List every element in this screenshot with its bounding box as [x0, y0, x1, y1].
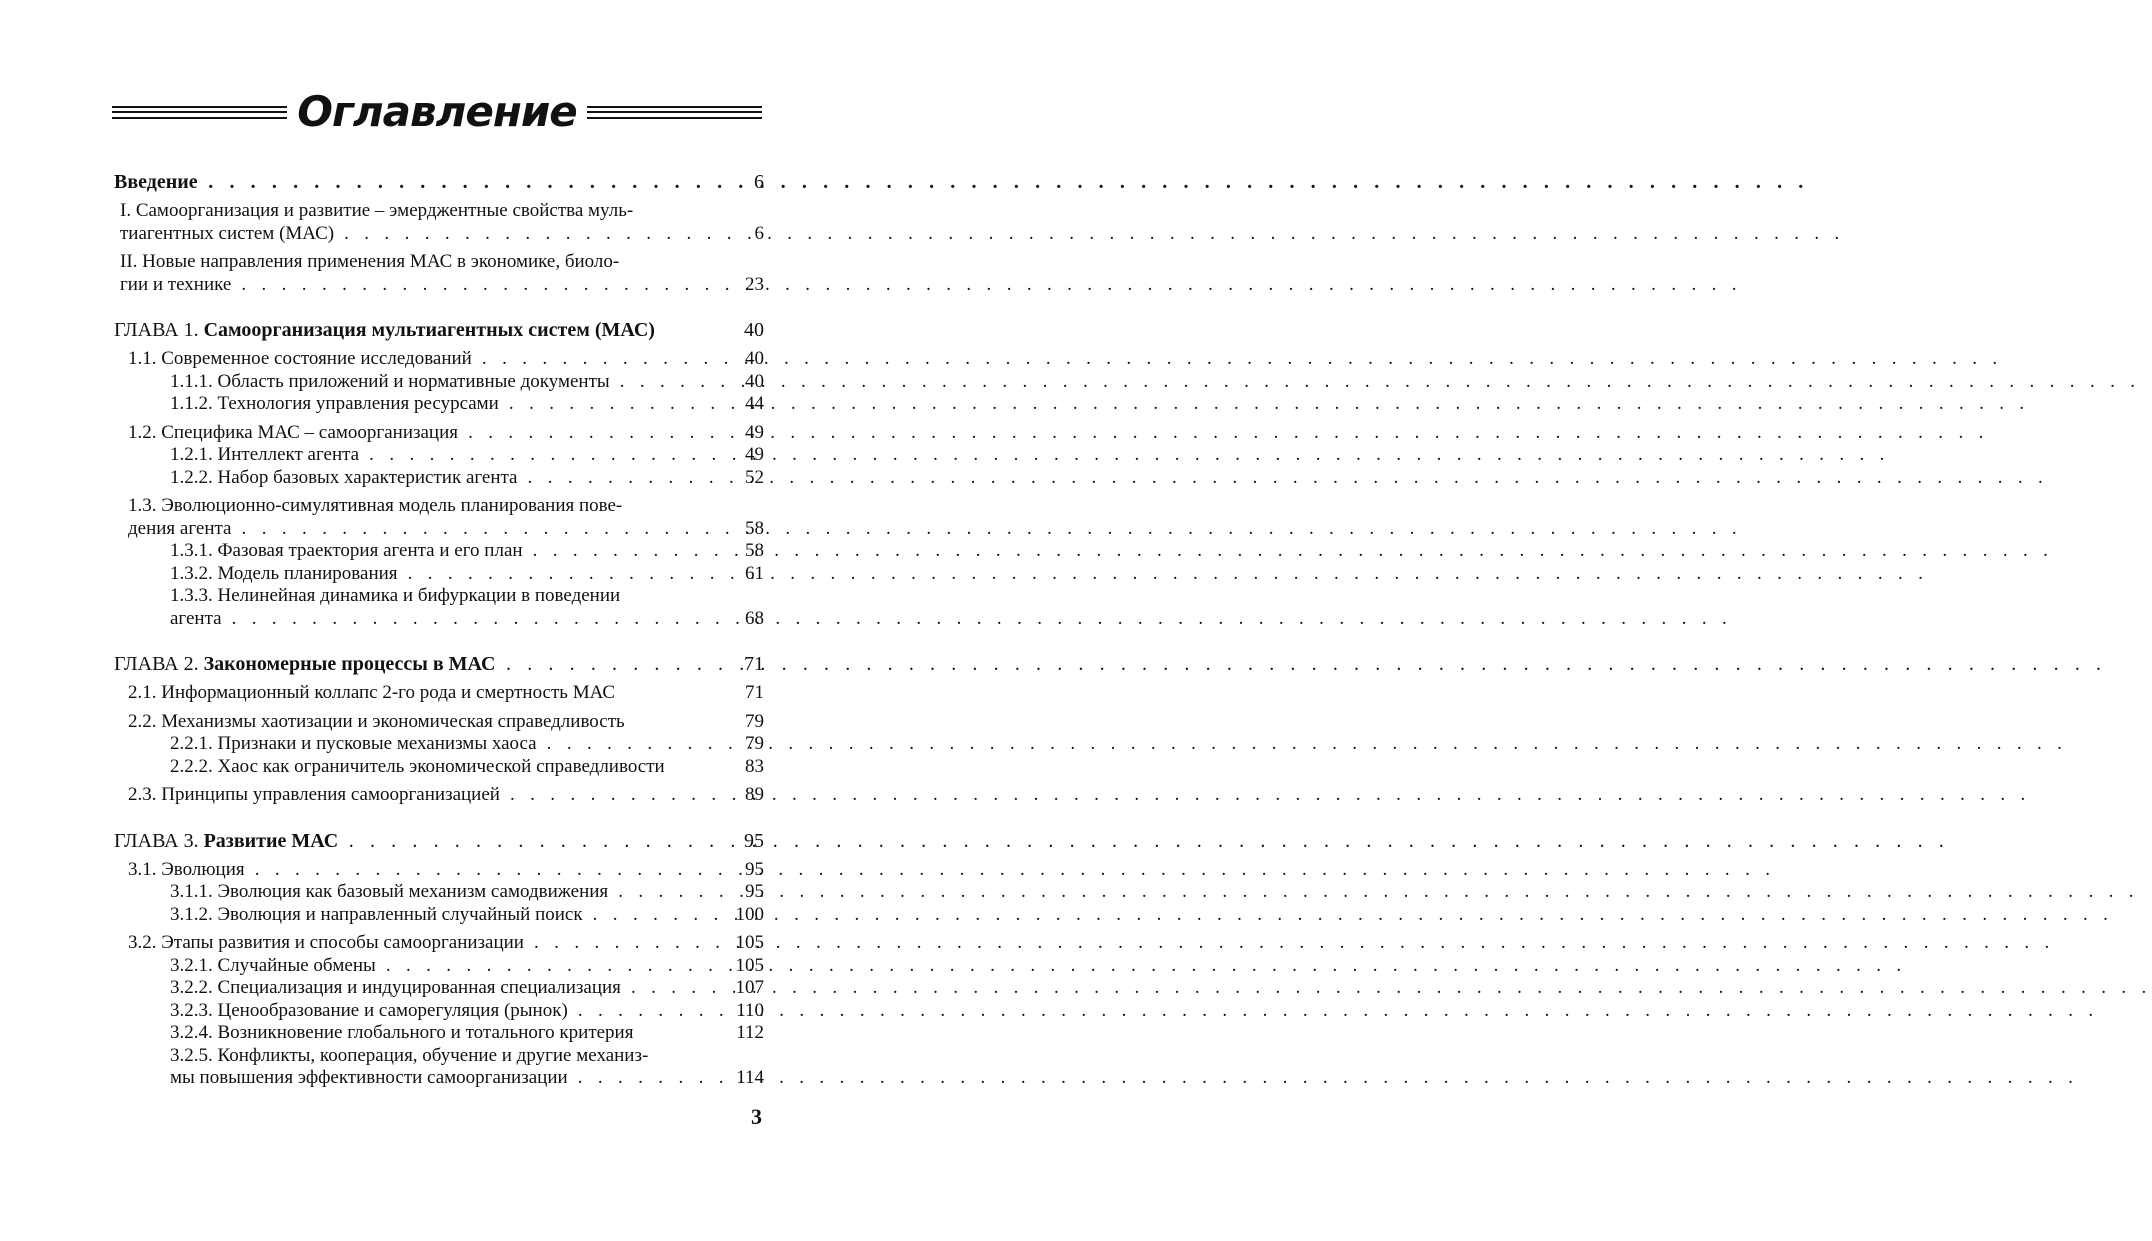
toc-page-number: 52 — [745, 466, 764, 488]
toc-page-number: 110 — [736, 999, 764, 1021]
toc-page-number: 114 — [736, 1067, 764, 1088]
toc-page-number: 71 — [744, 653, 764, 675]
toc-label: 1.1. Современное состояние исследований . . . — [128, 348, 700, 371]
chapter-title: Самоорганизация мультиагентных систем (МАС) — [203, 319, 655, 341]
table-of-contents — [114, 170, 764, 1090]
title-rule-left — [112, 106, 287, 119]
toc-label-line1: 1.3.3. Нелинейная динамика и бифуркации в поведении — [170, 585, 621, 606]
toc-label: 3.2.2. Специализация и индуцированная специализация . . . — [170, 977, 700, 1000]
toc-page-number: 107 — [735, 977, 764, 998]
toc-label: 3.2.4. Возникновение глобального и тотального критерия — [170, 1022, 634, 1043]
toc-label-line1: II. Новые направления применения МАС в экономике, биоло- — [120, 251, 620, 272]
toc-page-number: 49 — [745, 421, 764, 443]
toc-label-line1: 3.2.5. Конфликты, кооперация, обучение и другие механиз- — [170, 1044, 649, 1066]
toc-label: 3.2.1. Случайные обмены . . . — [170, 955, 700, 978]
toc-label: 3.1.2. Эволюция и направленный случайный поиск . . . — [170, 904, 700, 927]
toc-entry-subsection[interactable] — [114, 467, 764, 490]
toc-entry-subsection[interactable] — [114, 904, 764, 927]
toc-heading — [112, 82, 762, 142]
page-number: 3 — [751, 1104, 762, 1129]
toc-entry-section[interactable] — [114, 495, 764, 540]
toc-page-number: 44 — [745, 393, 764, 414]
toc-entry-subsection[interactable] — [114, 881, 764, 904]
toc-label: 3.1.1. Эволюция как базовый механизм самодвижения . . . — [170, 881, 700, 904]
toc-entry-subsection[interactable] — [114, 540, 764, 563]
toc-label: 2.1. Информационный коллапс 2-го рода и смертность МАС — [128, 682, 616, 703]
toc-entry-chapter-3[interactable] — [114, 829, 764, 853]
toc-entry-subsection[interactable] — [114, 733, 764, 756]
chapter-title: Развитие МАС — [203, 829, 339, 852]
toc-label: 3.1. Эволюция . . . — [128, 859, 700, 882]
toc-page-number: 100 — [735, 903, 764, 925]
toc-entry-section[interactable] — [114, 859, 764, 882]
toc-entry-section[interactable] — [114, 682, 764, 705]
toc-page-number: 40 — [745, 348, 764, 369]
toc-label: 2.2.2. Хаос как ограничитель экономической справедливости — [170, 755, 665, 777]
toc-label: 2.2.1. Признаки и пусковые механизмы хаоса . . . — [170, 733, 700, 756]
toc-page-number: 71 — [745, 682, 764, 703]
toc-label: 1.3.1. Фазовая траектория агента и его план . . . — [170, 540, 700, 563]
toc-entry-part-2[interactable] — [114, 251, 764, 296]
toc-label-line2: дения агента . . . — [161, 518, 700, 541]
book-page — [0, 0, 875, 1241]
title-rule-right — [587, 106, 762, 119]
toc-entry-intro[interactable] — [114, 170, 764, 194]
toc-entry-subsection[interactable] — [114, 585, 764, 630]
toc-label: 2.2. Механизмы хаотизации и экономическая справедливость — [128, 710, 625, 732]
toc-page-number: 79 — [745, 733, 764, 754]
toc-label: 3.2. Этапы развития и способы самоорганизации . . . — [128, 932, 700, 955]
toc-page-number: 89 — [745, 784, 764, 805]
toc-entry-subsection[interactable] — [114, 444, 764, 467]
toc-page-number: 58 — [745, 517, 764, 539]
toc-label-line2: гии и технике . . . — [142, 274, 700, 297]
toc-page-number: 23 — [745, 273, 764, 295]
toc-page-number: 6 — [754, 171, 764, 193]
toc-entry-subsection[interactable] — [114, 756, 764, 779]
chapter-prefix: ГЛАВА 3. — [114, 829, 199, 852]
toc-label: 1.2.1. Интеллект агента . . . — [170, 444, 700, 467]
toc-page-number: 58 — [745, 540, 764, 561]
toc-label-line2: тиагентных систем (МАС) . . . — [142, 223, 700, 246]
toc-page-number: 83 — [745, 755, 764, 777]
toc-entry-subsection[interactable] — [114, 1022, 764, 1045]
toc-page-number: 40 — [744, 319, 764, 341]
toc-label-line1: I. Самоорганизация и развитие – эмерджентные свойства муль- — [120, 200, 634, 221]
toc-page-number: 6 — [754, 222, 764, 244]
toc-label: 1.1.2. Технология управления ресурсами . . . — [170, 393, 700, 416]
toc-label-line2: агента . . . — [222, 608, 700, 631]
toc-entry-subsection[interactable] — [114, 371, 764, 394]
toc-label-line1: 1.3. Эволюционно-симулятивная модель планирования пове- — [128, 495, 623, 516]
chapter-prefix: ГЛАВА 1. — [114, 319, 199, 341]
toc-label: 1.1.1. Область приложений и нормативные документы . . . — [170, 371, 700, 394]
toc-entry-part-1[interactable] — [114, 200, 764, 245]
toc-page-number: 95 — [744, 829, 764, 852]
toc-entry-subsection[interactable] — [114, 955, 764, 978]
toc-entry-subsection[interactable] — [114, 977, 764, 1000]
toc-entry-section[interactable] — [114, 784, 764, 807]
toc-entry-subsection[interactable] — [114, 563, 764, 586]
toc-label: 1.3.2. Модель планирования . . . — [170, 563, 700, 586]
toc-entry-chapter-1[interactable] — [114, 318, 764, 342]
toc-entry-subsection[interactable] — [114, 1045, 764, 1090]
toc-page-number: 105 — [735, 932, 764, 953]
toc-page-number: 79 — [745, 710, 764, 732]
toc-entry-section[interactable] — [114, 711, 764, 734]
toc-label: Введение . . . — [114, 170, 700, 194]
toc-label: 1.2. Специфика МАС – самоорганизация . . . — [128, 422, 700, 445]
toc-label-line2: мы повышения эффективности самоорганизации . . . — [222, 1067, 700, 1090]
chapter-title: Закономерные процессы в МАС — [203, 653, 496, 675]
toc-entry-section[interactable] — [114, 932, 764, 955]
toc-page-number: 49 — [745, 444, 764, 465]
toc-page-number: 40 — [745, 370, 764, 392]
toc-page-number: 95 — [745, 881, 764, 902]
toc-page-number: 95 — [745, 858, 764, 880]
toc-entry-chapter-2[interactable] — [114, 652, 764, 676]
toc-label: 1.2.2. Набор базовых характеристик агента . . . — [170, 467, 700, 490]
toc-page-number: 68 — [745, 607, 764, 629]
toc-entry-subsection[interactable] — [114, 1000, 764, 1023]
toc-page-number: 112 — [736, 1022, 764, 1043]
toc-label: 3.2.3. Ценообразование и саморегуляция (рынок) . . . — [170, 1000, 700, 1023]
page-title: Оглавление — [297, 87, 577, 136]
chapter-prefix: ГЛАВА 2. — [114, 653, 199, 675]
toc-page-number: 61 — [745, 562, 764, 584]
toc-page-number: 105 — [735, 954, 764, 976]
toc-entry-subsection[interactable] — [114, 393, 764, 416]
toc-entry-section[interactable] — [114, 348, 764, 371]
toc-label: 2.3. Принципы управления самоорганизацией . . . — [128, 784, 700, 807]
toc-entry-section[interactable] — [114, 422, 764, 445]
